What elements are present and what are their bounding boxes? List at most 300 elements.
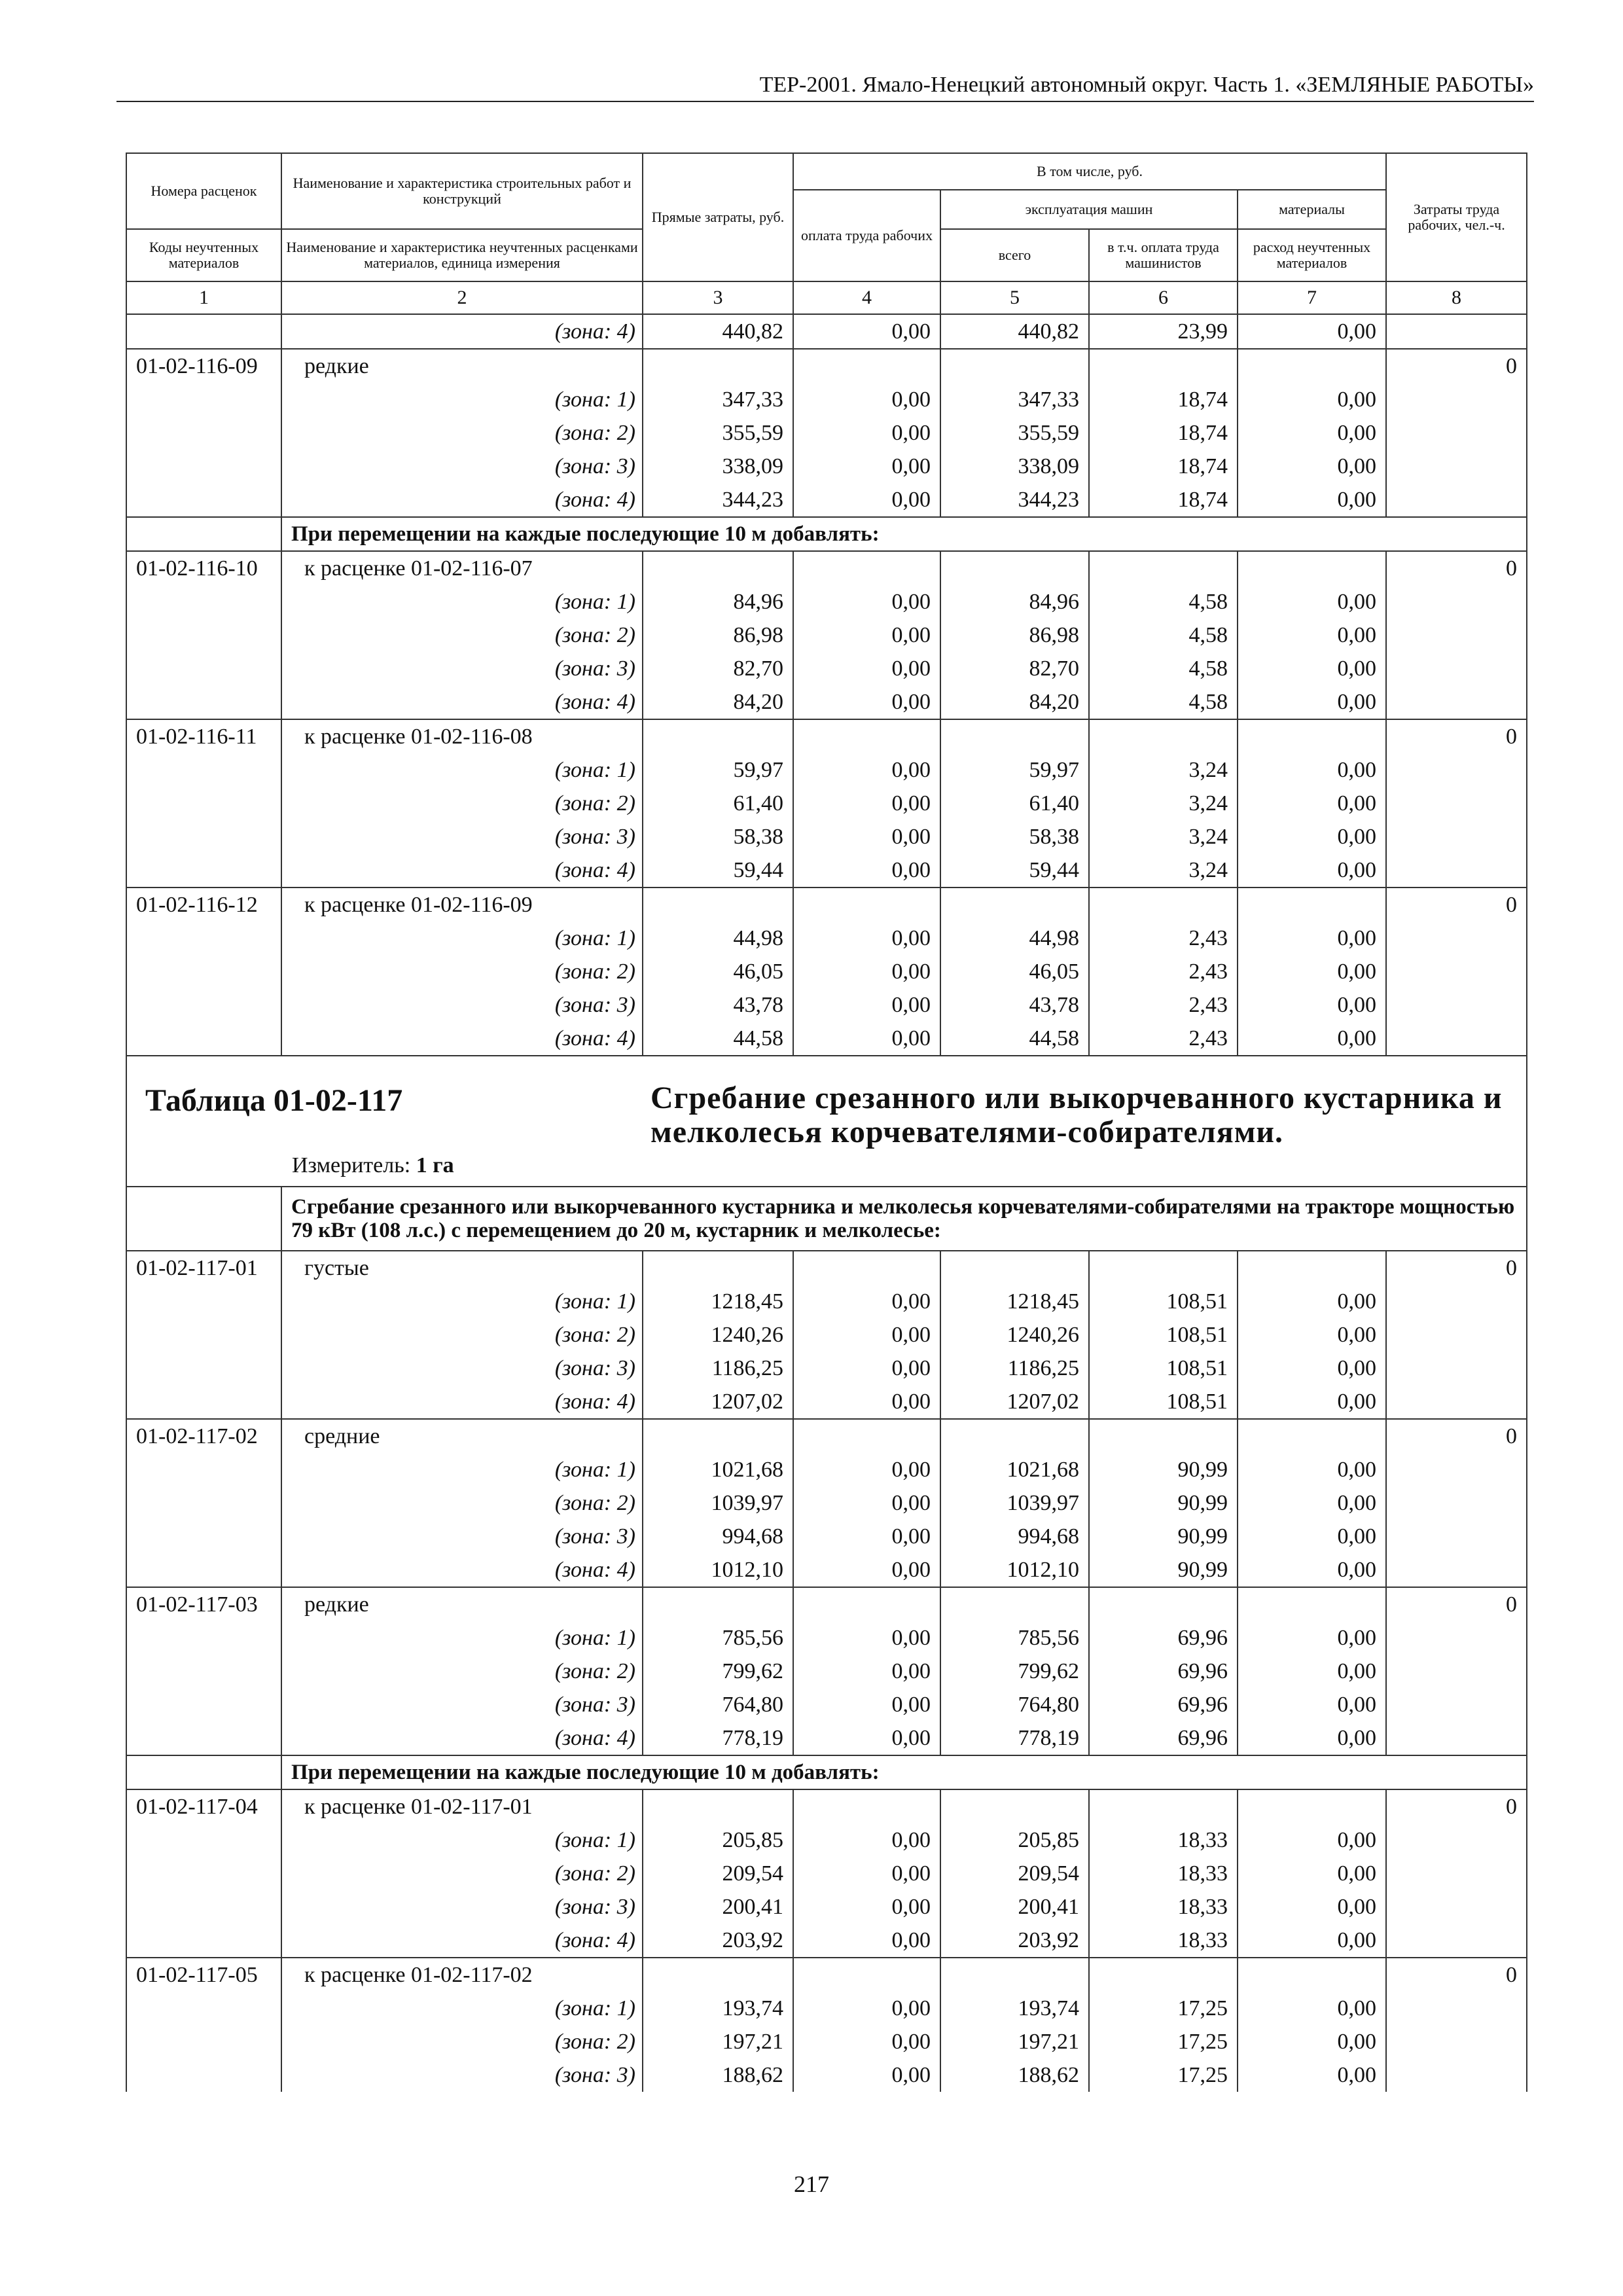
table-body: [126, 153, 1527, 2092]
machines-total-cell: 86,98: [940, 619, 1089, 652]
continuation-row: [126, 314, 1527, 349]
zone-label: (зона: 2): [281, 1857, 643, 1890]
empty-cell: [1238, 1419, 1386, 1453]
worker-pay-cell: 0,00: [793, 1924, 940, 1958]
empty-cell: [643, 349, 793, 383]
zone-label: (зона: 2): [281, 787, 643, 820]
machines-total-cell: 205,85: [940, 1823, 1089, 1857]
column-number-row: [126, 281, 1527, 314]
rate-code: [126, 383, 281, 416]
labor-cost-cell: [1386, 416, 1527, 450]
column-number: 2: [281, 281, 643, 314]
rate-code: [126, 1285, 281, 1318]
rate-name: средние: [281, 1419, 643, 1453]
material-usage-cell: 0,00: [1238, 1486, 1386, 1520]
material-usage-cell: 0,00: [1238, 1857, 1386, 1890]
zone-row: [126, 1688, 1527, 1721]
column-number: 6: [1089, 281, 1238, 314]
material-usage-cell: 0,00: [1238, 1924, 1386, 1958]
labor-cost-cell: [1386, 955, 1527, 988]
zone-row: [126, 1621, 1527, 1655]
worker-pay-cell: 0,00: [793, 685, 940, 719]
zone-row: [126, 1022, 1527, 1056]
rate-code: [126, 2025, 281, 2058]
material-usage-cell: 0,00: [1238, 787, 1386, 820]
worker-pay-cell: 0,00: [793, 753, 940, 787]
zone-label: (зона: 3): [281, 988, 643, 1022]
zone-row: [126, 1318, 1527, 1352]
note-row: [126, 1755, 1527, 1789]
material-usage-cell: 0,00: [1238, 1352, 1386, 1385]
rate-code: [126, 652, 281, 685]
header-direct-costs: Прямые затраты, руб.: [643, 153, 793, 281]
direct-cost-cell: 764,80: [643, 1688, 793, 1721]
rate-code: [126, 1621, 281, 1655]
worker-pay-cell: 0,00: [793, 1992, 940, 2025]
operator-pay-cell: 69,96: [1089, 1621, 1238, 1655]
header-operator-pay: в т.ч. оплата труда машинистов: [1089, 229, 1238, 281]
zone-row: [126, 922, 1527, 955]
operator-pay-cell: 2,43: [1089, 1022, 1238, 1056]
direct-cost-cell: 1186,25: [643, 1352, 793, 1385]
rate-name: к расценке 01-02-117-02: [281, 1958, 643, 1992]
rate-name: к расценке 01-02-116-08: [281, 719, 643, 753]
machines-total-cell: 344,23: [940, 483, 1089, 517]
labor-cost-cell: 0: [1386, 719, 1527, 753]
operator-pay-cell: 90,99: [1089, 1453, 1238, 1486]
zone-label: (зона: 1): [281, 753, 643, 787]
table-title-block: [126, 1056, 1527, 1187]
price-table: [126, 152, 1527, 2092]
operator-pay-cell: 90,99: [1089, 1486, 1238, 1520]
zone-row: [126, 383, 1527, 416]
operator-pay-cell: 23,99: [1089, 314, 1238, 349]
empty-cell: [940, 551, 1089, 585]
labor-cost-cell: [1386, 450, 1527, 483]
material-usage-cell: 0,00: [1238, 1890, 1386, 1924]
material-usage-cell: 0,00: [1238, 450, 1386, 483]
operator-pay-cell: 17,25: [1089, 2025, 1238, 2058]
material-usage-cell: 0,00: [1238, 483, 1386, 517]
worker-pay-cell: 0,00: [793, 1285, 940, 1318]
machines-total-cell: 44,58: [940, 1022, 1089, 1056]
zone-row: [126, 1553, 1527, 1587]
zone-label: (зона: 4): [281, 1385, 643, 1419]
worker-pay-cell: 0,00: [793, 988, 940, 1022]
zone-row: [126, 1655, 1527, 1688]
operator-pay-cell: 108,51: [1089, 1352, 1238, 1385]
zone-label: (зона: 1): [281, 1453, 643, 1486]
worker-pay-cell: 0,00: [793, 820, 940, 853]
labor-cost-cell: [1386, 753, 1527, 787]
measure-unit: [292, 1153, 454, 1178]
empty-cell: [643, 1789, 793, 1823]
machines-total-cell: 203,92: [940, 1924, 1089, 1958]
zone-row: [126, 753, 1527, 787]
direct-cost-cell: 1218,45: [643, 1285, 793, 1318]
zone-row: [126, 652, 1527, 685]
note-text: При перемещении на каждые последующие 10 м добавлять:: [281, 517, 1527, 551]
rate-name: к расценке 01-02-116-09: [281, 888, 643, 922]
worker-pay-cell: 0,00: [793, 1621, 940, 1655]
worker-pay-cell: 0,00: [793, 922, 940, 955]
labor-cost-cell: [1386, 1621, 1527, 1655]
note-row: [126, 517, 1527, 551]
rate-row: [126, 1587, 1527, 1621]
labor-cost-cell: [1386, 1857, 1527, 1890]
empty-cell: [793, 1587, 940, 1621]
rate-code: [126, 1453, 281, 1486]
zone-label: (зона: 3): [281, 820, 643, 853]
direct-cost-cell: 1012,10: [643, 1553, 793, 1587]
worker-pay-cell: 0,00: [793, 1655, 940, 1688]
zone-label: (зона: 2): [281, 1318, 643, 1352]
zone-row: [126, 1285, 1527, 1318]
direct-cost-cell: 1207,02: [643, 1385, 793, 1419]
rate-code: [126, 922, 281, 955]
subheading-text: Сгребание срезанного или выкорчеванного кустарника и мелколесья корчевателями-собирателями на тракторе мощностью 79 кВт (108 л.с.) с перемещением до 20 м, кустарник и мелколесье:: [281, 1187, 1527, 1251]
labor-cost-cell: [1386, 383, 1527, 416]
empty-cell: [793, 349, 940, 383]
labor-cost-cell: [1386, 619, 1527, 652]
labor-cost-cell: [1386, 652, 1527, 685]
note-spacer: [126, 517, 281, 551]
labor-cost-cell: [1386, 1688, 1527, 1721]
rate-code: [126, 619, 281, 652]
zone-label: (зона: 1): [281, 383, 643, 416]
rate-code: 01-02-116-10: [126, 551, 281, 585]
operator-pay-cell: 17,25: [1089, 2058, 1238, 2092]
operator-pay-cell: 3,24: [1089, 820, 1238, 853]
rate-code: [126, 1352, 281, 1385]
zone-label: (зона: 4): [281, 853, 643, 888]
zone-label: (зона: 3): [281, 1352, 643, 1385]
zone-label: (зона: 3): [281, 1688, 643, 1721]
machines-total-cell: 43,78: [940, 988, 1089, 1022]
zone-label: (зона: 3): [281, 2058, 643, 2092]
machines-total-cell: 778,19: [940, 1721, 1089, 1755]
labor-cost-cell: 0: [1386, 349, 1527, 383]
worker-pay-cell: 0,00: [793, 1688, 940, 1721]
direct-cost-cell: 203,92: [643, 1924, 793, 1958]
zone-row: [126, 450, 1527, 483]
labor-cost-cell: [1386, 922, 1527, 955]
zone-row: [126, 1823, 1527, 1857]
operator-pay-cell: 4,58: [1089, 685, 1238, 719]
worker-pay-cell: 0,00: [793, 585, 940, 619]
zone-label: (зона: 1): [281, 922, 643, 955]
material-usage-cell: 0,00: [1238, 1992, 1386, 2025]
worker-pay-cell: 0,00: [793, 2025, 940, 2058]
empty-cell: [1089, 1587, 1238, 1621]
empty-cell: [940, 888, 1089, 922]
material-usage-cell: 0,00: [1238, 685, 1386, 719]
column-number: 8: [1386, 281, 1527, 314]
material-usage-cell: 0,00: [1238, 1285, 1386, 1318]
empty-cell: [1238, 1958, 1386, 1992]
worker-pay-cell: 0,00: [793, 787, 940, 820]
table-title: Сгребание срезанного или выкорчеванного кустарника и мелколесья корчевателями-собирателями.: [651, 1081, 1503, 1149]
empty-cell: [1089, 1789, 1238, 1823]
empty-cell: [1089, 551, 1238, 585]
zone-row: [126, 1924, 1527, 1958]
empty-cell: [643, 551, 793, 585]
labor-cost-cell: [1386, 1318, 1527, 1352]
header-material-usage: расход неучтенных материалов: [1238, 229, 1386, 281]
zone-label: (зона: 4): [281, 1721, 643, 1755]
labor-cost-cell: 0: [1386, 1419, 1527, 1453]
table-number: Таблица 01-02-117: [145, 1083, 403, 1118]
worker-pay-cell: 0,00: [793, 1385, 940, 1419]
rate-code: 01-02-117-01: [126, 1251, 281, 1285]
rate-code: 01-02-117-03: [126, 1587, 281, 1621]
machines-total-cell: 355,59: [940, 416, 1089, 450]
direct-cost-cell: 1021,68: [643, 1453, 793, 1486]
labor-cost-cell: [1386, 1453, 1527, 1486]
direct-cost-cell: 46,05: [643, 955, 793, 988]
machines-total-cell: 1240,26: [940, 1318, 1089, 1352]
machines-total-cell: 440,82: [940, 314, 1089, 349]
direct-cost-cell: 778,19: [643, 1721, 793, 1755]
operator-pay-cell: 108,51: [1089, 1318, 1238, 1352]
direct-cost-cell: 785,56: [643, 1621, 793, 1655]
direct-cost-cell: 84,96: [643, 585, 793, 619]
zone-label: (зона: 1): [281, 585, 643, 619]
zone-row: [126, 1721, 1527, 1755]
material-usage-cell: 0,00: [1238, 820, 1386, 853]
empty-cell: [643, 1251, 793, 1285]
empty-cell: [643, 1587, 793, 1621]
running-head: ТЕР-2001. Ямало-Ненецкий автономный округ. Часть 1. «ЗЕМЛЯНЫЕ РАБОТЫ»: [116, 71, 1534, 102]
rate-code: [126, 1924, 281, 1958]
rate-code: 01-02-117-02: [126, 1419, 281, 1453]
empty-cell: [1238, 1789, 1386, 1823]
rate-code: [126, 988, 281, 1022]
measure-value: 1 га: [416, 1153, 454, 1177]
machines-total-cell: 764,80: [940, 1688, 1089, 1721]
labor-cost-cell: [1386, 820, 1527, 853]
empty-cell: [940, 349, 1089, 383]
worker-pay-cell: 0,00: [793, 314, 940, 349]
rate-code: [126, 1022, 281, 1056]
zone-row: [126, 955, 1527, 988]
rate-name: к расценке 01-02-116-07: [281, 551, 643, 585]
column-number: 7: [1238, 281, 1386, 314]
zone-label: (зона: 4): [281, 483, 643, 517]
rate-code: [126, 1385, 281, 1419]
zone-row: [126, 787, 1527, 820]
material-usage-cell: 0,00: [1238, 853, 1386, 888]
worker-pay-cell: 0,00: [793, 853, 940, 888]
material-usage-cell: 0,00: [1238, 1385, 1386, 1419]
rate-code: 01-02-116-09: [126, 349, 281, 383]
material-usage-cell: 0,00: [1238, 2025, 1386, 2058]
rate-code: [126, 955, 281, 988]
rate-name: к расценке 01-02-117-01: [281, 1789, 643, 1823]
worker-pay-cell: 0,00: [793, 416, 940, 450]
zone-row: [126, 1352, 1527, 1385]
rate-code: [126, 585, 281, 619]
operator-pay-cell: 18,74: [1089, 450, 1238, 483]
labor-cost-cell: [1386, 787, 1527, 820]
direct-cost-cell: 58,38: [643, 820, 793, 853]
operator-pay-cell: 18,74: [1089, 483, 1238, 517]
material-usage-cell: 0,00: [1238, 955, 1386, 988]
empty-cell: [1089, 1958, 1238, 1992]
measure-label: Измеритель:: [292, 1153, 411, 1177]
rate-row: [126, 1789, 1527, 1823]
rate-name: редкие: [281, 349, 643, 383]
empty-cell: [643, 719, 793, 753]
empty-cell: [940, 1251, 1089, 1285]
header-machines-total: всего: [940, 229, 1089, 281]
zone-row: [126, 1992, 1527, 2025]
empty-cell: [793, 1251, 940, 1285]
operator-pay-cell: 4,58: [1089, 585, 1238, 619]
empty-cell: [1089, 1251, 1238, 1285]
zone-label: (зона: 2): [281, 2025, 643, 2058]
rate-row: [126, 888, 1527, 922]
direct-cost-cell: 994,68: [643, 1520, 793, 1553]
rate-row: [126, 349, 1527, 383]
labor-cost-cell: [1386, 1285, 1527, 1318]
empty-cell: [940, 719, 1089, 753]
labor-cost-cell: [1386, 1520, 1527, 1553]
labor-cost-cell: [1386, 1655, 1527, 1688]
zone-row: [126, 820, 1527, 853]
zone-label: (зона: 4): [281, 1022, 643, 1056]
rate-code: [126, 853, 281, 888]
labor-cost-cell: 0: [1386, 1587, 1527, 1621]
subheading-spacer: [126, 1187, 281, 1251]
machines-total-cell: 193,74: [940, 1992, 1089, 2025]
rate-code: [126, 2058, 281, 2092]
rate-code: [126, 1857, 281, 1890]
header-labor-costs: Затраты труда рабочих, чел.-ч.: [1386, 153, 1527, 281]
machines-total-cell: 1012,10: [940, 1553, 1089, 1587]
direct-cost-cell: 209,54: [643, 1857, 793, 1890]
labor-cost-cell: [1386, 685, 1527, 719]
labor-cost-cell: [1386, 1352, 1527, 1385]
zone-row: [126, 1385, 1527, 1419]
zone-label: (зона: 4): [281, 1553, 643, 1587]
machines-total-cell: 785,56: [940, 1621, 1089, 1655]
direct-cost-cell: 338,09: [643, 450, 793, 483]
material-usage-cell: 0,00: [1238, 383, 1386, 416]
zone-row: [126, 416, 1527, 450]
labor-cost-cell: [1386, 2058, 1527, 2092]
machines-total-cell: 200,41: [940, 1890, 1089, 1924]
operator-pay-cell: 108,51: [1089, 1385, 1238, 1419]
header-rate-numbers: Номера расценок: [126, 153, 281, 229]
machines-total-cell: 44,98: [940, 922, 1089, 955]
zone-label: (зона: 3): [281, 1520, 643, 1553]
zone-row: [126, 619, 1527, 652]
machines-total-cell: 197,21: [940, 2025, 1089, 2058]
zone-label: (зона: 4): [281, 314, 643, 349]
worker-pay-cell: 0,00: [793, 1486, 940, 1520]
empty-cell: [1238, 1251, 1386, 1285]
zone-row: [126, 1486, 1527, 1520]
rate-code: [126, 1721, 281, 1755]
empty-cell: [793, 719, 940, 753]
machines-total-cell: 84,96: [940, 585, 1089, 619]
direct-cost-cell: 86,98: [643, 619, 793, 652]
material-usage-cell: 0,00: [1238, 1655, 1386, 1688]
empty-cell: [1089, 1419, 1238, 1453]
machines-total-cell: 58,38: [940, 820, 1089, 853]
rate-code: [126, 1688, 281, 1721]
labor-cost-cell: 0: [1386, 1251, 1527, 1285]
rate-code: [126, 685, 281, 719]
zone-row: [126, 685, 1527, 719]
rate-code: [126, 450, 281, 483]
material-usage-cell: 0,00: [1238, 922, 1386, 955]
operator-pay-cell: 3,24: [1089, 853, 1238, 888]
labor-cost-cell: [1386, 2025, 1527, 2058]
empty-cell: [793, 1419, 940, 1453]
labor-cost-cell: 0: [1386, 888, 1527, 922]
rate-row: [126, 1958, 1527, 1992]
rate-code: [126, 787, 281, 820]
empty-cell: [940, 1419, 1089, 1453]
direct-cost-cell: 193,74: [643, 1992, 793, 2025]
zone-row: [126, 988, 1527, 1022]
worker-pay-cell: 0,00: [793, 450, 940, 483]
rate-row: [126, 1251, 1527, 1285]
operator-pay-cell: 69,96: [1089, 1721, 1238, 1755]
column-number: 3: [643, 281, 793, 314]
labor-cost-cell: 0: [1386, 1789, 1527, 1823]
machines-total-cell: 59,44: [940, 853, 1089, 888]
zone-label: (зона: 2): [281, 416, 643, 450]
machines-total-cell: 1218,45: [940, 1285, 1089, 1318]
page-number: 217: [794, 2171, 829, 2197]
labor-cost-cell: [1386, 1486, 1527, 1520]
machines-total-cell: 46,05: [940, 955, 1089, 988]
material-usage-cell: 0,00: [1238, 1453, 1386, 1486]
rate-code: 01-02-116-11: [126, 719, 281, 753]
operator-pay-cell: 18,74: [1089, 416, 1238, 450]
header-materials: материалы: [1238, 190, 1386, 229]
operator-pay-cell: 18,33: [1089, 1857, 1238, 1890]
direct-cost-cell: 82,70: [643, 652, 793, 685]
machines-total-cell: 1021,68: [940, 1453, 1089, 1486]
material-usage-cell: 0,00: [1238, 1553, 1386, 1587]
labor-cost-cell: [1386, 1924, 1527, 1958]
zone-label: (зона: 1): [281, 1621, 643, 1655]
operator-pay-cell: 18,74: [1089, 383, 1238, 416]
worker-pay-cell: 0,00: [793, 1352, 940, 1385]
empty-cell: [1238, 349, 1386, 383]
direct-cost-cell: 61,40: [643, 787, 793, 820]
rate-code: [126, 1553, 281, 1587]
direct-cost-cell: 59,44: [643, 853, 793, 888]
material-usage-cell: 0,00: [1238, 314, 1386, 349]
material-usage-cell: 0,00: [1238, 988, 1386, 1022]
direct-cost-cell: 344,23: [643, 483, 793, 517]
header-work-name: Наименование и характеристика строительных работ и конструкций: [281, 153, 643, 229]
zone-row: [126, 853, 1527, 888]
direct-cost-cell: 205,85: [643, 1823, 793, 1857]
labor-cost-cell: [1386, 853, 1527, 888]
material-usage-cell: 0,00: [1238, 416, 1386, 450]
labor-cost-cell: [1386, 1890, 1527, 1924]
operator-pay-cell: 69,96: [1089, 1655, 1238, 1688]
zone-label: (зона: 4): [281, 685, 643, 719]
empty-cell: [1089, 349, 1238, 383]
worker-pay-cell: 0,00: [793, 1520, 940, 1553]
